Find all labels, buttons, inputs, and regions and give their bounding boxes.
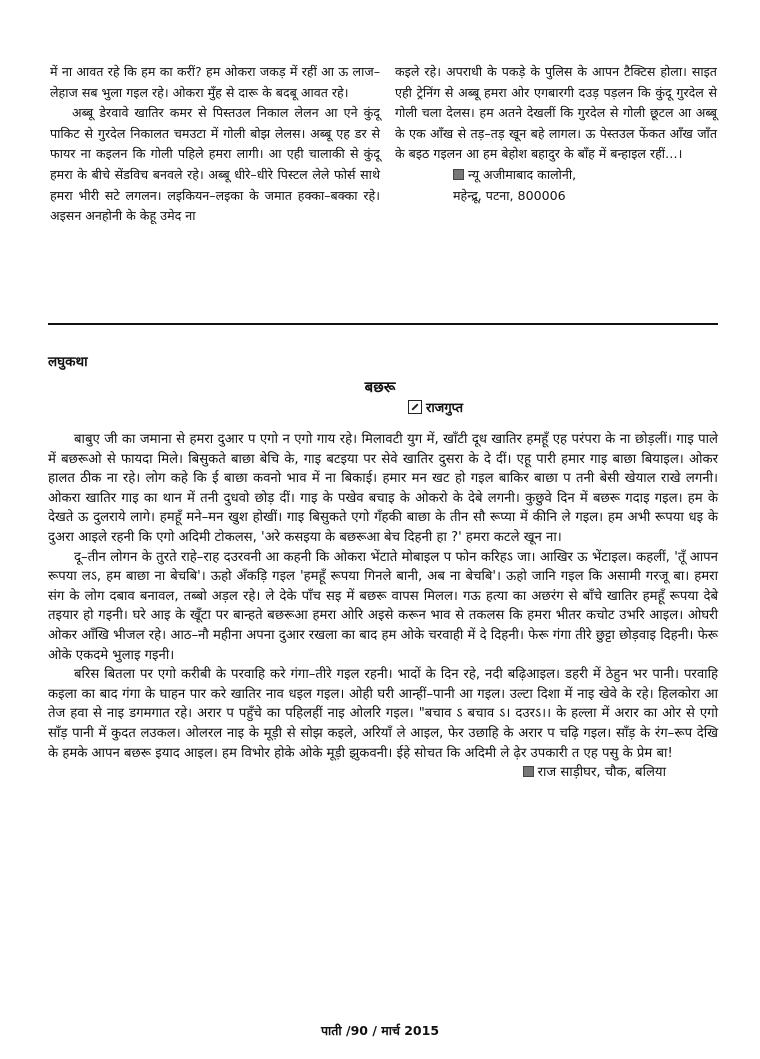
address-line-2: महेन्द्रू, पटना, 800006 — [453, 187, 566, 203]
previous-story-left-column — [50, 62, 380, 227]
signature-text: राज साड़ीघर, चौक, बलिया — [537, 765, 666, 781]
story-author — [408, 398, 463, 416]
square-bullet-icon — [523, 766, 534, 777]
story-signature — [48, 763, 666, 783]
story-paragraph-3: बरिस बितला पर एगो करीबी के परवाहि करे गंगा–तीरे गइल रहनी। भादों के दिन रहे, नदी बढ़िआइल। डहरी में ठेहुन भर पानी। परवाहि कइला का बाद गंगा के घाहन पार करे खातिर नाव धइल गइल। ओही घरी आन्हीं–पानी आ गइल। उल्टा दिशा में नाइ खेवे के रहे। हिलकोरा आ तेज हवा से नाइ डगमगात रहे। अरार प पहुँचे का पहिलहीं नाइ ओलरि गइल। "बचाव ऽ बचाव ऽ। दउरऽ।। के हल्ला में अरार का ओर से एगो साँड़ पानी में कुदत लउकल। ओलरल नाइ के मूड़ी से सोझ कइले, अरियाँ ले आइल, फेर उछाहि के अरार प चढ़ि गइल। साँड़ के रंग–रूप देखि के हमके आपन बछरू इयाद आइल। हम विभोर होके ओके मूड़ी झुकवनी। ईहे सोचत कि अदिमी ले ढ़ेर उपकारी त एह पसु के प्रेम बा! — [48, 667, 718, 761]
left-paragraph-1: में ना आवत रहे कि हम का करीं? हम ओकरा जकड़ में रहीं आ ऊ लाज–लेहाज सब भुला गइल रहे। ओकरा मुँह से दारू के बदबू आवत रहे। — [50, 64, 380, 100]
author-name: राजगुप्त — [426, 401, 464, 416]
square-bullet-icon — [453, 169, 464, 180]
story-paragraph-2: दू–तीन लोगन के तुरते राहे–राह दउरवनी आ कहनी कि ओकरा भेंटाते मोबाइल प फोन करिहऽ जा। आखिर ऊ भेंटाइल। कहलीं, 'तूँ आपन रूपया लऽ, हम बाछा ना बेचबि'। ऊहो अँकड़ि गइल 'हमहूँ रूपया गिनले बानी, अब ना बेचबि'। ऊहो जानि गइल कि असामी गरजू बा। हमरा संग के लोग दबाव बनावल, तब्बो अड़ल रहे। ले देके पाँच सइ में बछरू वापस मिलल। गऊ हत्या का अछरंग से बाँचे खातिर हमहूँ रूपया देबे तइयार हो गइनी। घरे आइ के खूँटा पर बान्हते बछरूआ हमरा ओरि अइसे करून भाव से तकलस कि हमरा भीतर कचोट उभरि आइल। ओघरी ओकर आँखि भीजल रहे। आठ–नौ महीना अपना दुआर रखला का बाद हम ओके चरवाही में दे दिहनी। फेरू गंगा तीरे छुट्टा छोड़वाइ दिहनी। फेरू ओके एकदमे भुलाइ गइनी। — [48, 549, 718, 663]
story-title: बछरू — [364, 378, 396, 396]
pen-icon — [408, 400, 422, 414]
previous-story-right-column — [395, 62, 717, 206]
section-label: लघुकथा — [48, 354, 88, 370]
story-body — [48, 430, 718, 783]
story-paragraph-1: बाबुए जी का जमाना से हमरा दुआर प एगो न एगो गाय रहे। मिलावटी युग में, खाँटी दूध खातिर हमहूँ एह परंपरा के ना छोड़लीं। गाइ पाले में बछरूओ से फायदा मिले। बिसुकते बाछा बेचि के, गाइ बटइया पर सेवे खातिर दुसरा के दे दीं। एहू पारी हमार गाइ बाछा बियाइल। ओकर हालत ठीक ना रहे। लोग कहे कि ई बाछा कवनो भाव में ना बिकाई। हमार मन खट हो गइल बाकिर बाछा प तनी बेसी खेयाल राखे लगनी। ओकरा खातिर गाइ का थान में तनी दुधवो छोड़ दीं। गाइ के पखेव बचाइ के ओकरो के देबे लगनी। कुछुवे दिन में बछरू गदाइ गइल। हम के देखते ऊ दुलराये लागे। हमहूँ मने–मन खुश होखीं। गाइ बिसुकते एगो गँहकी बाछा के तीन सौ रूप्या में कीनि ले गइल। हम अभी रूपया धइ के दुअरा आइले रहनी कि एगो अदिमी टोकलस, 'अरे कसइया के बछरूआ बेच दिहनी हा ?' हमरा कटले खून ना। — [48, 432, 718, 545]
page-footer: पाती /90 / मार्च 2015 — [320, 1023, 440, 1038]
left-paragraph-2: अब्बू डेरवावे खातिर कमर से पिस्तउल निकाल लेलन आ एने कुंदू पाकिट से गुरदेल निकालत चमउटा में गोली बोझ लेलस। अब्बू एह डर से फायर ना कइलन कि गोली पहिले हमरा लागी। आ एही चालाकी से कुंदू हमरा के बीचे सेंडविच बनवले रहे। अब्बू धीरे–धीरे पिस्टल लेले फोर्स साथे हमरा भीरी सटे लगलन। लइकियन–लइका के जमात हक्का–बक्का रहे। अइसन अनहोनी के केहू उमेद ना — [50, 105, 380, 224]
address-line-1: न्यू अजीमाबाद कालोनी, — [468, 166, 577, 182]
author-address — [453, 165, 717, 206]
section-divider — [48, 323, 718, 325]
right-paragraph: कइले रहे। अपराधी के पकड़े के पुलिस के आपन टैक्टिस होला। साइत एही ट्रेनिंग से अब्बू हमरा ओर एगबारगी दउड़ पड़लन कि कुंदू गुरदेल से गोली चला देलस। हम अतने देखलीं कि गुरदेल से गोली छूटल आ अब्बू के एक आँख से तड़–तड़ खून बहे लागल। ऊ पेस्तउल फेंकत आँख जाँत के बइठ गइलन आ हम बेहोश बहादुर के बाँह में बन्हाइल रहीं…। — [395, 64, 717, 162]
